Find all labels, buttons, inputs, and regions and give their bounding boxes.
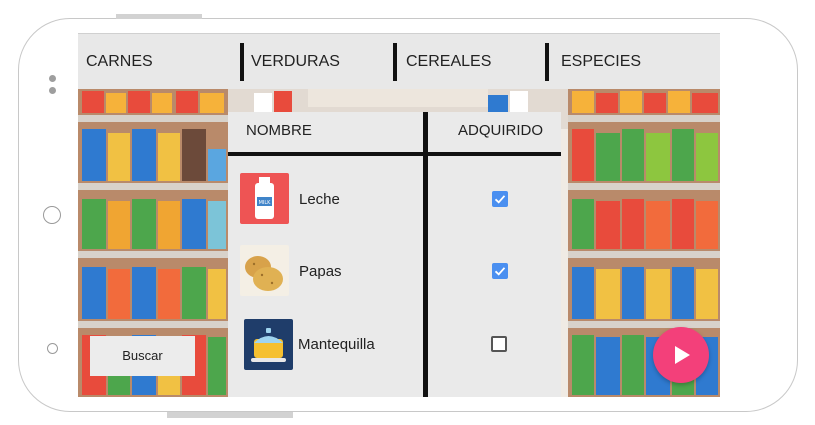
shopping-list-table: [228, 112, 561, 397]
play-icon: [653, 327, 709, 383]
category-tab-bar: [78, 33, 720, 89]
tab-divider: [393, 43, 397, 81]
column-header-name: NOMBRE: [246, 122, 312, 139]
app-screen: [78, 33, 720, 397]
item-name: Mantequilla: [298, 336, 375, 353]
header-divider: [228, 152, 561, 156]
search-button[interactable]: Buscar: [90, 336, 195, 376]
checkmark-icon: [492, 263, 508, 279]
acquired-checkbox[interactable]: [491, 336, 507, 352]
phone-small-button[interactable]: [47, 343, 58, 354]
phone-bottom-bar: [167, 412, 293, 418]
play-fab-button[interactable]: [653, 327, 709, 383]
tab-divider: [240, 43, 244, 81]
acquired-checkbox[interactable]: [492, 191, 508, 207]
phone-top-bar: [116, 14, 202, 19]
item-name: Leche: [299, 191, 340, 208]
butter-icon: [244, 319, 293, 370]
tab-especies[interactable]: ESPECIES: [561, 53, 642, 70]
list-item: [228, 170, 561, 232]
milk-carton-icon: [240, 173, 289, 224]
column-header-acquired: ADQUIRIDO: [458, 122, 544, 139]
tab-carnes[interactable]: CARNES: [86, 53, 153, 70]
list-item: [228, 315, 561, 377]
phone-home-button[interactable]: [43, 206, 61, 224]
tab-verduras[interactable]: VERDURAS: [251, 53, 340, 70]
list-item: [228, 242, 561, 304]
phone-sensor-dot: [49, 75, 56, 82]
tab-cereales[interactable]: CEREALES: [406, 53, 492, 70]
item-name: Papas: [299, 263, 342, 280]
potatoes-icon: [240, 245, 289, 296]
svg-text:MILK: MILK: [258, 200, 271, 206]
phone-sensor-dot: [49, 87, 56, 94]
tab-divider: [545, 43, 549, 81]
checkmark-icon: [492, 191, 508, 207]
acquired-checkbox[interactable]: [492, 263, 508, 279]
